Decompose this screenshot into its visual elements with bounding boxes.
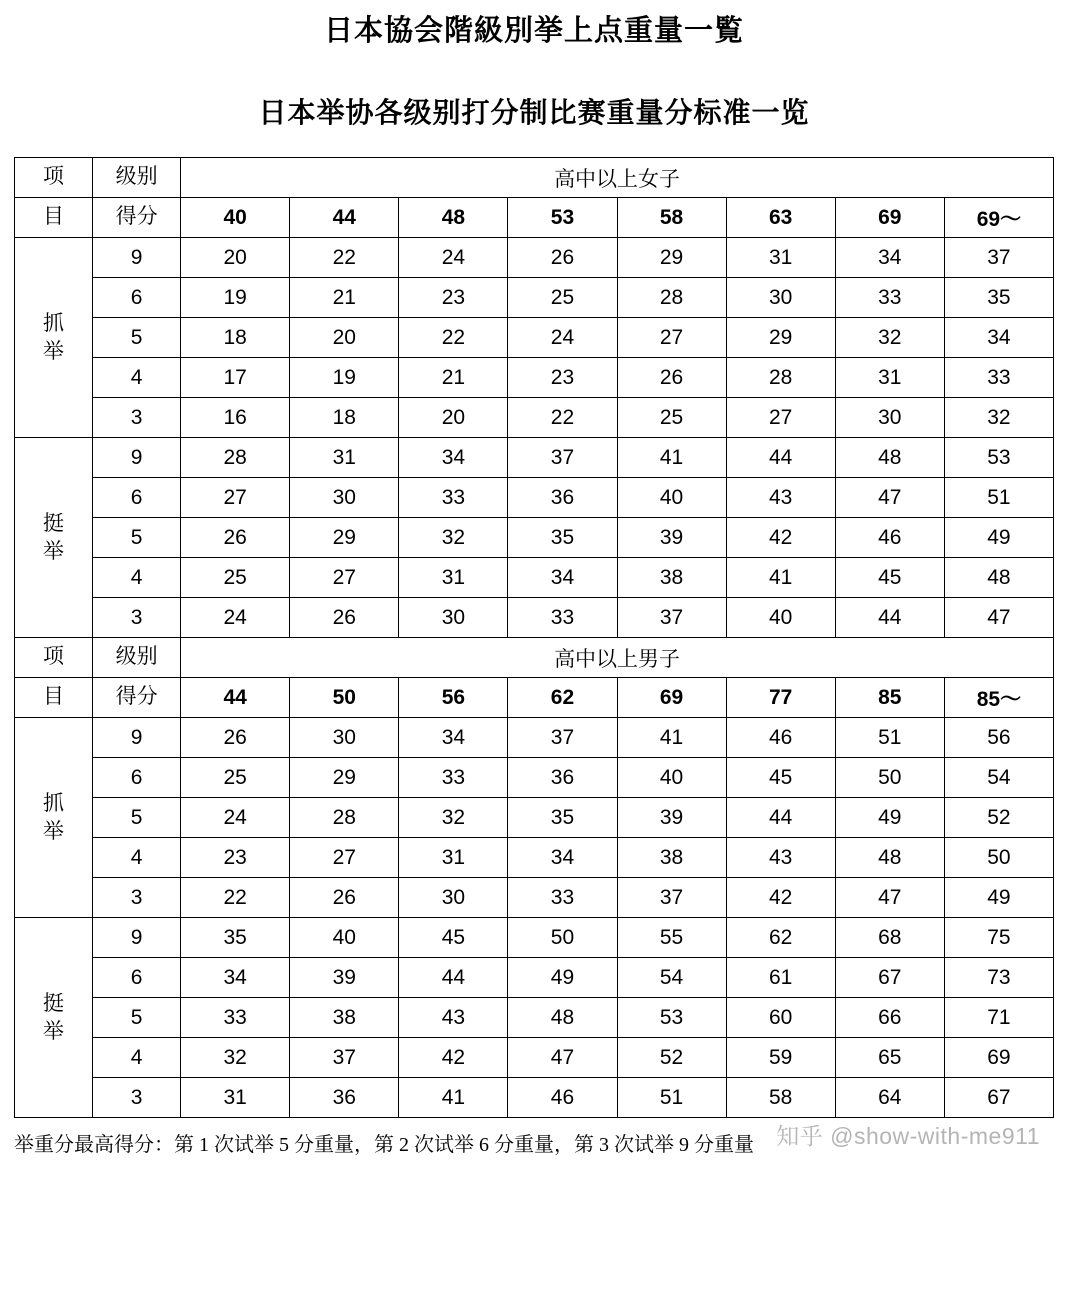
header-item-label-line1: 项: [15, 638, 93, 678]
weight-value-cell: 64: [835, 1078, 944, 1118]
weight-value-cell: 22: [508, 398, 617, 438]
lift-type-label: 抓 举: [15, 718, 93, 918]
score-level-cell: 3: [93, 398, 181, 438]
weight-value-cell: 44: [726, 438, 835, 478]
weight-value-cell: 66: [835, 998, 944, 1038]
score-level-cell: 3: [93, 1078, 181, 1118]
weight-value-cell: 20: [399, 398, 508, 438]
weight-value-cell: 47: [508, 1038, 617, 1078]
lift-type-label: 挺 举: [15, 918, 93, 1118]
weight-value-cell: 30: [399, 598, 508, 638]
weight-value-cell: 41: [617, 438, 726, 478]
weight-class-header: 63: [726, 198, 835, 238]
weight-value-cell: 52: [617, 1038, 726, 1078]
weight-value-cell: 42: [726, 518, 835, 558]
weight-value-cell: 43: [399, 998, 508, 1038]
weight-value-cell: 33: [944, 358, 1053, 398]
weight-value-cell: 34: [181, 958, 290, 998]
weight-class-header: 40: [181, 198, 290, 238]
score-level-cell: 6: [93, 958, 181, 998]
weight-value-cell: 32: [835, 318, 944, 358]
table-row: [15, 758, 1054, 798]
weight-value-cell: 23: [181, 838, 290, 878]
weight-value-cell: 51: [944, 478, 1053, 518]
table-row: [15, 998, 1054, 1038]
weight-value-cell: 20: [181, 238, 290, 278]
score-level-cell: 3: [93, 598, 181, 638]
weight-value-cell: 43: [726, 478, 835, 518]
weight-class-header: 44: [290, 198, 399, 238]
weight-value-cell: 21: [399, 358, 508, 398]
table-row: [15, 398, 1054, 438]
weight-value-cell: 33: [181, 998, 290, 1038]
weight-class-header: 85: [835, 678, 944, 718]
weight-value-cell: 32: [399, 518, 508, 558]
weight-value-cell: 46: [726, 718, 835, 758]
weight-value-cell: 37: [508, 718, 617, 758]
weight-value-cell: 22: [290, 238, 399, 278]
weight-class-header: 58: [617, 198, 726, 238]
weight-value-cell: 26: [617, 358, 726, 398]
weight-value-cell: 52: [944, 798, 1053, 838]
weight-value-cell: 68: [835, 918, 944, 958]
weight-value-cell: 44: [835, 598, 944, 638]
score-level-cell: 5: [93, 318, 181, 358]
weight-value-cell: 54: [617, 958, 726, 998]
weight-value-cell: 31: [399, 838, 508, 878]
score-level-cell: 4: [93, 1038, 181, 1078]
weight-value-cell: 29: [290, 758, 399, 798]
weight-value-cell: 34: [944, 318, 1053, 358]
weight-value-cell: 27: [617, 318, 726, 358]
weight-value-cell: 49: [508, 958, 617, 998]
table-header-row-top: [15, 638, 1054, 678]
weight-value-cell: 45: [835, 558, 944, 598]
header-score-label-line2: 得分: [93, 678, 181, 718]
weight-value-cell: 36: [508, 758, 617, 798]
weight-value-cell: 31: [399, 558, 508, 598]
table-row: [15, 558, 1054, 598]
weight-value-cell: 59: [726, 1038, 835, 1078]
weight-value-cell: 27: [290, 838, 399, 878]
table-header-row-weights: [15, 678, 1054, 718]
weight-value-cell: 37: [617, 878, 726, 918]
weight-value-cell: 29: [617, 238, 726, 278]
weight-value-cell: 40: [290, 918, 399, 958]
weight-class-header: 56: [399, 678, 508, 718]
weight-value-cell: 30: [290, 478, 399, 518]
weight-value-cell: 46: [508, 1078, 617, 1118]
table-row: [15, 718, 1054, 758]
weight-value-cell: 67: [835, 958, 944, 998]
weight-value-cell: 34: [399, 718, 508, 758]
weight-value-cell: 39: [290, 958, 399, 998]
weight-value-cell: 36: [290, 1078, 399, 1118]
lift-type-label: 挺 举: [15, 438, 93, 638]
weight-value-cell: 40: [617, 478, 726, 518]
weight-value-cell: 31: [726, 238, 835, 278]
weight-value-cell: 37: [617, 598, 726, 638]
weight-value-cell: 30: [290, 718, 399, 758]
weight-value-cell: 32: [944, 398, 1053, 438]
weight-class-header: 53: [508, 198, 617, 238]
score-level-cell: 6: [93, 278, 181, 318]
weight-value-cell: 29: [726, 318, 835, 358]
weight-class-header: 69: [617, 678, 726, 718]
weight-value-cell: 38: [290, 998, 399, 1038]
weight-value-cell: 27: [726, 398, 835, 438]
weight-value-cell: 45: [726, 758, 835, 798]
weight-value-cell: 58: [726, 1078, 835, 1118]
weight-value-cell: 75: [944, 918, 1053, 958]
weight-value-cell: 42: [399, 1038, 508, 1078]
score-level-cell: 4: [93, 358, 181, 398]
weight-value-cell: 24: [508, 318, 617, 358]
document-page: [0, 8, 1068, 1305]
weight-value-cell: 18: [181, 318, 290, 358]
weight-value-cell: 20: [290, 318, 399, 358]
score-level-cell: 5: [93, 518, 181, 558]
weight-value-cell: 49: [835, 798, 944, 838]
weight-value-cell: 33: [399, 478, 508, 518]
weight-value-cell: 71: [944, 998, 1053, 1038]
weight-value-cell: 44: [399, 958, 508, 998]
weight-value-cell: 48: [944, 558, 1053, 598]
weight-value-cell: 53: [944, 438, 1053, 478]
header-score-label-line1: 级别: [93, 638, 181, 678]
weight-value-cell: 22: [399, 318, 508, 358]
weight-value-cell: 35: [944, 278, 1053, 318]
weight-value-cell: 30: [835, 398, 944, 438]
table-row: [15, 238, 1054, 278]
weight-value-cell: 41: [617, 718, 726, 758]
weight-value-cell: 19: [181, 278, 290, 318]
weight-value-cell: 22: [181, 878, 290, 918]
weight-value-cell: 27: [181, 478, 290, 518]
weight-value-cell: 44: [726, 798, 835, 838]
weight-value-cell: 54: [944, 758, 1053, 798]
weight-class-header: 50: [290, 678, 399, 718]
score-level-cell: 6: [93, 478, 181, 518]
header-item-label-line1: 项: [15, 158, 93, 198]
table-row: [15, 1078, 1054, 1118]
weight-value-cell: 26: [290, 598, 399, 638]
weight-value-cell: 27: [290, 558, 399, 598]
weight-value-cell: 46: [835, 518, 944, 558]
document-title-top: 日本協会階級別挙上点重量一覧: [323, 15, 744, 47]
weight-value-cell: 39: [617, 518, 726, 558]
weight-value-cell: 34: [508, 838, 617, 878]
weight-value-cell: 49: [944, 878, 1053, 918]
weight-value-cell: 24: [181, 598, 290, 638]
weight-class-header: 77: [726, 678, 835, 718]
weight-value-cell: 16: [181, 398, 290, 438]
weight-value-cell: 55: [617, 918, 726, 958]
weight-value-cell: 61: [726, 958, 835, 998]
weight-value-cell: 24: [399, 238, 508, 278]
weight-value-cell: 25: [617, 398, 726, 438]
weight-value-cell: 24: [181, 798, 290, 838]
weight-value-cell: 26: [508, 238, 617, 278]
weight-value-cell: 26: [290, 878, 399, 918]
weight-class-header: 44: [181, 678, 290, 718]
table-row: [15, 278, 1054, 318]
weight-value-cell: 34: [508, 558, 617, 598]
weight-value-cell: 31: [290, 438, 399, 478]
weight-value-cell: 47: [944, 598, 1053, 638]
score-level-cell: 5: [93, 998, 181, 1038]
table-row: [15, 518, 1054, 558]
weight-value-cell: 73: [944, 958, 1053, 998]
table-row: [15, 878, 1054, 918]
score-level-cell: 9: [93, 918, 181, 958]
header-item-label-line2: 目: [15, 198, 93, 238]
table-row: [15, 478, 1054, 518]
weight-value-cell: 28: [617, 278, 726, 318]
weight-value-cell: 26: [181, 518, 290, 558]
weight-value-cell: 33: [508, 878, 617, 918]
weight-value-cell: 40: [617, 758, 726, 798]
table-row: [15, 1038, 1054, 1078]
weight-value-cell: 37: [290, 1038, 399, 1078]
table-row: [15, 598, 1054, 638]
weight-value-cell: 23: [508, 358, 617, 398]
weight-value-cell: 25: [508, 278, 617, 318]
weight-value-cell: 18: [290, 398, 399, 438]
table-row: [15, 318, 1054, 358]
weight-value-cell: 42: [726, 878, 835, 918]
weight-value-cell: 36: [508, 478, 617, 518]
header-score-label-line2: 得分: [93, 198, 181, 238]
group-header-2: 高中以上男子: [181, 638, 1054, 678]
weight-value-cell: 37: [508, 438, 617, 478]
weight-value-cell: 41: [726, 558, 835, 598]
weight-value-cell: 65: [835, 1038, 944, 1078]
table-header-row-top: [15, 158, 1054, 198]
weight-value-cell: 29: [290, 518, 399, 558]
weight-value-cell: 50: [508, 918, 617, 958]
table-row: [15, 838, 1054, 878]
weight-value-cell: 48: [835, 838, 944, 878]
group-header-1: 高中以上女子: [181, 158, 1054, 198]
weight-value-cell: 28: [726, 358, 835, 398]
weight-value-cell: 25: [181, 558, 290, 598]
weight-value-cell: 62: [726, 918, 835, 958]
weight-value-cell: 33: [399, 758, 508, 798]
weight-value-cell: 51: [835, 718, 944, 758]
weight-value-cell: 31: [835, 358, 944, 398]
weight-value-cell: 30: [399, 878, 508, 918]
weight-value-cell: 43: [726, 838, 835, 878]
weight-value-cell: 30: [726, 278, 835, 318]
weight-class-header: 48: [399, 198, 508, 238]
weight-value-cell: 34: [835, 238, 944, 278]
weight-value-cell: 33: [835, 278, 944, 318]
table-row: [15, 438, 1054, 478]
weight-value-cell: 47: [835, 878, 944, 918]
weight-value-cell: 32: [399, 798, 508, 838]
weight-value-cell: 38: [617, 558, 726, 598]
weight-value-cell: 48: [508, 998, 617, 1038]
weight-value-cell: 32: [181, 1038, 290, 1078]
header-item-label-line2: 目: [15, 678, 93, 718]
weight-value-cell: 33: [508, 598, 617, 638]
table-row: [15, 798, 1054, 838]
weight-value-cell: 50: [944, 838, 1053, 878]
weight-value-cell: 67: [944, 1078, 1053, 1118]
weight-value-cell: 39: [617, 798, 726, 838]
weight-value-cell: 60: [726, 998, 835, 1038]
weight-value-cell: 69: [944, 1038, 1053, 1078]
weight-value-cell: 17: [181, 358, 290, 398]
weight-value-cell: 40: [726, 598, 835, 638]
table-header-row-weights: [15, 198, 1054, 238]
weight-value-cell: 26: [181, 718, 290, 758]
score-level-cell: 9: [93, 718, 181, 758]
table-row: [15, 958, 1054, 998]
weight-value-cell: 35: [508, 798, 617, 838]
weight-value-cell: 25: [181, 758, 290, 798]
weight-value-cell: 38: [617, 838, 726, 878]
weight-class-header: 62: [508, 678, 617, 718]
weight-value-cell: 19: [290, 358, 399, 398]
score-level-cell: 9: [93, 438, 181, 478]
weight-value-cell: 56: [944, 718, 1053, 758]
score-level-cell: 3: [93, 878, 181, 918]
weight-value-cell: 47: [835, 478, 944, 518]
weight-value-cell: 51: [617, 1078, 726, 1118]
weight-value-cell: 53: [617, 998, 726, 1038]
weight-value-cell: 50: [835, 758, 944, 798]
table-row: [15, 918, 1054, 958]
document-title-main: 日本举协各级别打分制比赛重量分标准一览: [258, 97, 810, 128]
weight-value-cell: 31: [181, 1078, 290, 1118]
score-level-cell: 6: [93, 758, 181, 798]
weight-value-cell: 41: [399, 1078, 508, 1118]
weight-value-cell: 21: [290, 278, 399, 318]
score-level-cell: 4: [93, 838, 181, 878]
table-row: [15, 358, 1054, 398]
weight-value-cell: 45: [399, 918, 508, 958]
weight-class-header: 85〜: [944, 678, 1053, 718]
weight-value-cell: 35: [181, 918, 290, 958]
weight-value-cell: 48: [835, 438, 944, 478]
weight-value-cell: 34: [399, 438, 508, 478]
weight-value-cell: 28: [181, 438, 290, 478]
score-level-cell: 5: [93, 798, 181, 838]
watermark-text: 知乎 @show-with-me911: [776, 1123, 1040, 1150]
header-score-label-line1: 级别: [93, 158, 181, 198]
weight-class-header: 69〜: [944, 198, 1053, 238]
score-level-cell: 4: [93, 558, 181, 598]
weight-class-header: 69: [835, 198, 944, 238]
footnote-text: 举重分最高得分：第 1 次试举 5 分重量，第 2 次试举 6 分重量，第 3 次试举 9 分重量: [14, 1134, 754, 1156]
weight-value-cell: 37: [944, 238, 1053, 278]
weight-value-cell: 28: [290, 798, 399, 838]
weight-value-cell: 23: [399, 278, 508, 318]
weight-value-cell: 35: [508, 518, 617, 558]
weight-standards-table: [14, 157, 1054, 1118]
weight-value-cell: 49: [944, 518, 1053, 558]
score-level-cell: 9: [93, 238, 181, 278]
footnote-block: [14, 1123, 1054, 1158]
lift-type-label: 抓 举: [15, 238, 93, 438]
